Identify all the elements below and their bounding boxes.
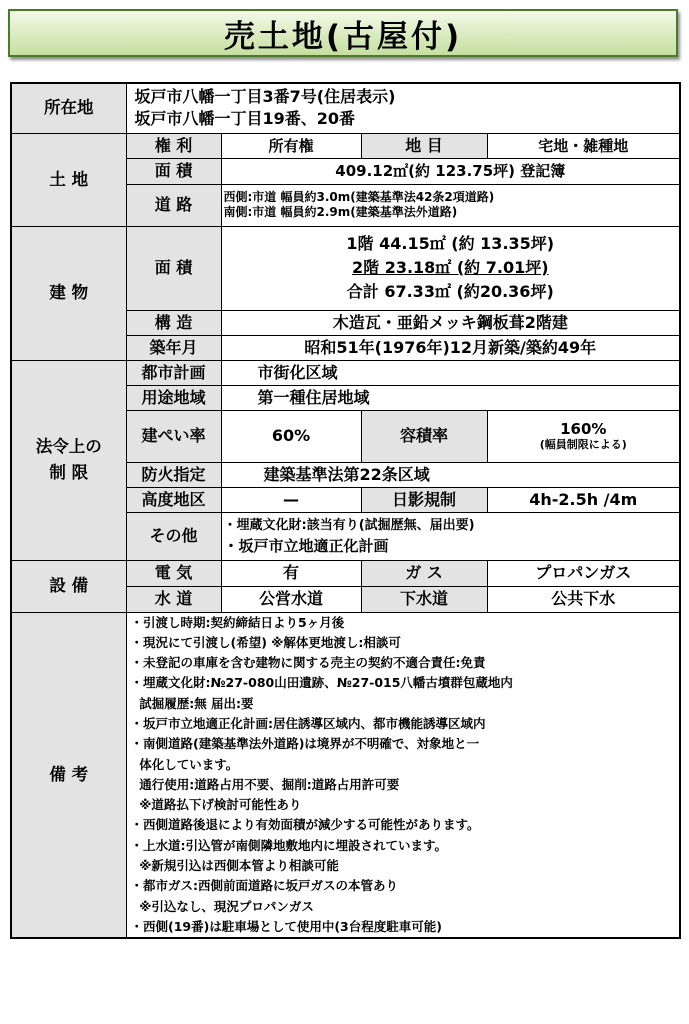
electricity-gas-row [11, 560, 680, 586]
land-section-label: 土 地 [11, 133, 126, 226]
water-value: 公営水道 [221, 586, 361, 612]
city-planning-value: 市街化区域 [221, 360, 680, 385]
regulations-section-label [11, 360, 126, 560]
remarks-row [11, 612, 680, 938]
remark-line: 通行使用:道路占用不要、掘削:道路占用許可要 [130, 776, 400, 792]
remark-line: ・南側道路(建築基準法外道路)は境界が不明確で、対象地と一 [130, 736, 480, 752]
remark-line: ※引込なし、現況プロパンガス [130, 898, 314, 914]
gas-label: ガ ス [361, 560, 487, 586]
shade-value: 4h-2.5h /4m [487, 487, 680, 512]
land-area-label: 面 積 [126, 158, 221, 184]
category-label: 地 目 [361, 133, 487, 158]
remark-line: 体化しています。 [130, 756, 239, 772]
road-value [221, 184, 680, 226]
remark-line: ・現況にて引渡し(希望) ※解体更地渡し:相談可 [130, 634, 401, 650]
building-section-label: 建 物 [11, 226, 126, 360]
height-value: — [221, 487, 361, 512]
remarks-list [126, 612, 680, 938]
far-label: 容積率 [361, 410, 487, 462]
location-line-1: 坂戸市八幡一丁目3番7号(住居表示) [134, 87, 396, 107]
built-label: 築年月 [126, 335, 221, 360]
gas-value: プロパンガス [487, 560, 680, 586]
far-value-cell [487, 410, 680, 462]
remark-line: ・埋蔵文化財:№27-080山田遺跡、№27-015八幡古墳群包蔵地内 [130, 675, 513, 691]
building-area-label: 面 積 [126, 226, 221, 310]
coverage-label: 建ぺい率 [126, 410, 221, 462]
structure-value: 木造瓦・亜鉛メッキ鋼板葺2階建 [221, 310, 680, 335]
remark-line: 試掘履歴:無 届出:要 [130, 695, 254, 711]
land-rights-row [11, 133, 680, 158]
other-label: その他 [126, 512, 221, 560]
rights-label: 権 利 [126, 133, 221, 158]
floor-1-area: 1階 44.15㎡ (約 13.35坪) [346, 234, 555, 253]
remark-line: ・西側(19番)は駐車場として使用中(3台程度駐車可能) [130, 918, 442, 934]
far-value: 160% [560, 420, 607, 439]
building-area-value [221, 226, 680, 310]
regulations-label-line-1: 法令上の [35, 437, 102, 456]
electricity-label: 電 気 [126, 560, 221, 586]
road-label: 道 路 [126, 184, 221, 226]
land-area-value: 409.12㎡(約 123.75坪) 登記簿 [221, 158, 680, 184]
electricity-value: 有 [221, 560, 361, 586]
far-note: (幅員制限による) [539, 438, 627, 452]
remark-line: ・未登記の車庫を含む建物に関する売主の契約不適合責任:免責 [130, 655, 486, 671]
fire-value: 建築基準法第22条区域 [221, 462, 680, 487]
height-label: 高度地区 [126, 487, 221, 512]
road-line-west: 西側:市道 幅員約3.0m(建築基準法42条2項道路) [223, 190, 495, 204]
other-line-2: ・坂戸市立地適正化計画 [223, 537, 389, 555]
remark-line: ※道路払下げ検討可能性あり [130, 797, 302, 813]
page-title: 売土地(古屋付) [8, 9, 678, 57]
property-info-table [10, 82, 681, 939]
remarks-section-label: 備 考 [11, 612, 126, 938]
zoning-value: 第一種住居地域 [221, 385, 680, 410]
facilities-section-label: 設 備 [11, 560, 126, 612]
built-value: 昭和51年(1976年)12月新築/築約49年 [221, 335, 680, 360]
location-value [126, 83, 680, 133]
category-value: 宅地・雑種地 [487, 133, 680, 158]
sewer-label: 下水道 [361, 586, 487, 612]
rights-value: 所有権 [221, 133, 361, 158]
other-value [221, 512, 680, 560]
shade-label: 日影規制 [361, 487, 487, 512]
remark-line: ・西側道路後退により有効面積が減少する可能性があります。 [130, 817, 480, 833]
city-planning-label: 都市計画 [126, 360, 221, 385]
floor-2-area: 2階 23.18㎡ (約 7.01坪) [351, 258, 549, 277]
location-row [11, 83, 680, 133]
location-line-2: 坂戸市八幡一丁目19番、20番 [134, 109, 356, 129]
remark-line: ・上水道:引込管が南側隣地敷地内に埋設されています。 [130, 837, 447, 853]
water-label: 水 道 [126, 586, 221, 612]
remark-line: ・都市ガス:西側前面道路に坂戸ガスの本管あり [130, 878, 398, 894]
coverage-value: 60% [221, 410, 361, 462]
other-line-1: ・埋蔵文化財:該当有り(試掘歴無、届出要) [223, 518, 475, 533]
sewer-value: 公共下水 [487, 586, 680, 612]
road-line-south: 南側:市道 幅員約2.9m(建築基準法外道路) [223, 205, 458, 219]
building-area-row [11, 226, 680, 310]
city-planning-row [11, 360, 680, 385]
regulations-label-line-2: 制 限 [49, 463, 89, 482]
structure-label: 構 造 [126, 310, 221, 335]
total-area: 合計 67.33㎡ (約20.36坪) [346, 282, 554, 301]
zoning-label: 用途地域 [126, 385, 221, 410]
fire-label: 防火指定 [126, 462, 221, 487]
location-label: 所在地 [11, 83, 126, 133]
remark-line: ・坂戸市立地適正化計画:居住誘導区域内、都市機能誘導区域内 [130, 715, 486, 731]
remark-line: ・引渡し時期:契約締結日より5ヶ月後 [130, 614, 345, 630]
remark-line: ※新規引込は西側本管より相談可能 [130, 858, 339, 874]
